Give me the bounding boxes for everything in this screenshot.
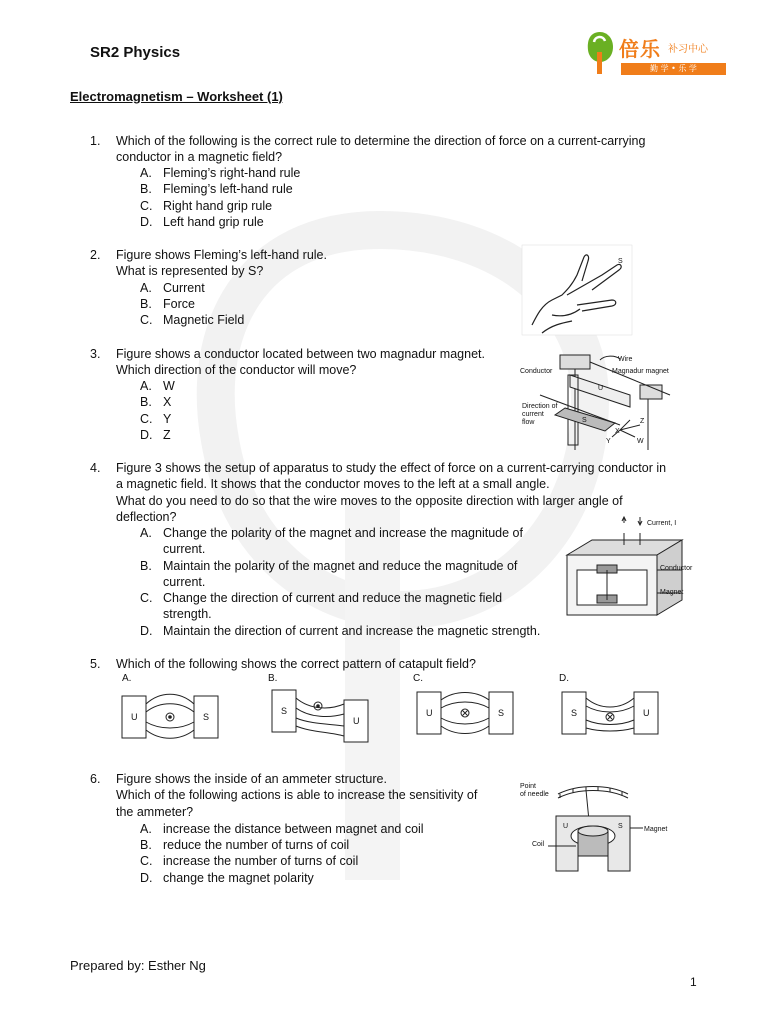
catapult-field-diagram-a — [120, 686, 220, 746]
fig2-s-label: S — [618, 258, 623, 265]
magnet-u-label: U — [426, 708, 433, 718]
logo-tagline: 勤 学 • 乐 学 — [621, 63, 726, 75]
worksheet-title: Electromagnetism – Worksheet (1) — [70, 89, 283, 104]
question-text-line: Which of the following actions is able to increase the sensitivity of — [116, 788, 478, 803]
fig3-x-label: X — [615, 428, 620, 435]
magnet-s-label: S — [571, 708, 578, 718]
fig3-u-label: U — [598, 385, 604, 392]
question-text-line: Figure shows the inside of an ammeter structure. — [116, 772, 387, 786]
fig4-magnet-label: Magnet — [660, 589, 684, 596]
question-text-line: conductor in a magnetic field? — [116, 150, 283, 165]
diagram-label-b: B. — [268, 673, 278, 684]
ammeter-structure-figure — [518, 776, 673, 876]
diagram-label-d: D. — [559, 673, 569, 684]
question-text-line: What is represented by S? — [116, 264, 264, 279]
fig6-s-label: S — [618, 823, 623, 830]
logo-main-text: 倍乐 — [619, 37, 661, 61]
fig3-z-label: Z — [640, 418, 645, 425]
fig6-magnet-label: Magnet — [644, 826, 668, 833]
logo-side-text: 补习中心 — [668, 44, 708, 55]
fig6-coil-label: Coil — [532, 841, 545, 848]
magnet-u-label: U — [353, 716, 360, 726]
fig3-s-label: S — [582, 417, 587, 424]
fig6-point-label: Point — [520, 783, 536, 790]
diagram-label-c: C. — [413, 673, 423, 684]
subject-title: SR2 Physics — [90, 44, 181, 61]
diagram-label-a: A. — [122, 673, 132, 684]
question-text-line: Figure shows Fleming’s left-hand rule. — [116, 248, 327, 262]
magnet-s-label: S — [498, 708, 505, 718]
fig3-direction-label: current — [522, 411, 544, 418]
fig3-direction-label: Direction of — [522, 403, 558, 410]
fig6-u-label: U — [563, 823, 569, 830]
prepared-by: Prepared by: Esther Ng — [70, 958, 206, 973]
catapult-field-diagram-b — [270, 686, 370, 746]
fig3-conductor-label: Conductor — [520, 368, 553, 375]
fig4-conductor-label: Conductor — [660, 565, 693, 572]
fig3-y-label: Y — [606, 438, 611, 445]
question-text-line: the ammeter? — [116, 804, 194, 819]
fig3-wire-label: Wire — [618, 356, 633, 363]
question-text-line: Figure shows a conductor located between two magnadur magnet. — [116, 347, 485, 361]
magnet-s-label: S — [281, 706, 288, 716]
question-text-line: deflection? — [116, 509, 177, 524]
page-number: 1 — [690, 975, 697, 989]
magnet-u-label: U — [131, 712, 138, 722]
catapult-field-diagram-d — [560, 686, 660, 746]
question-text-line: What do you need to do so that the wire moves to the opposite direction with larger angle of — [116, 493, 623, 508]
fig3-direction-label: flow — [522, 419, 535, 426]
question-text-line: Which of the following is the correct rule to determine the direction of force on a current-carrying — [116, 134, 646, 148]
question-text-line: Which direction of the conductor will move? — [116, 363, 357, 378]
fig3-magnadur-label: Magnadur magnet — [612, 368, 669, 375]
question-text-line: Which of the following shows the correct pattern of catapult field? — [116, 657, 476, 671]
catapult-field-diagram-c — [415, 686, 515, 746]
fig3-w-label: W — [637, 438, 644, 445]
conductor-magnet-figure — [520, 345, 680, 450]
fig4-current-label: Current, I — [647, 520, 677, 527]
magnet-s-label: S — [203, 712, 210, 722]
question-text-line: a magnetic field. It shows that the conductor moves to the left at a small angle. — [116, 477, 550, 492]
question-number: 1. — [90, 134, 101, 148]
fig6-point-label: of needle — [520, 791, 549, 798]
magnet-conductor-apparatus-figure — [562, 515, 712, 620]
magnet-u-label: U — [643, 708, 650, 718]
question-text-line: Figure 3 shows the setup of apparatus to study the effect of force on a current-carrying conductor in — [116, 461, 667, 475]
fleming-left-hand-figure — [522, 245, 632, 335]
